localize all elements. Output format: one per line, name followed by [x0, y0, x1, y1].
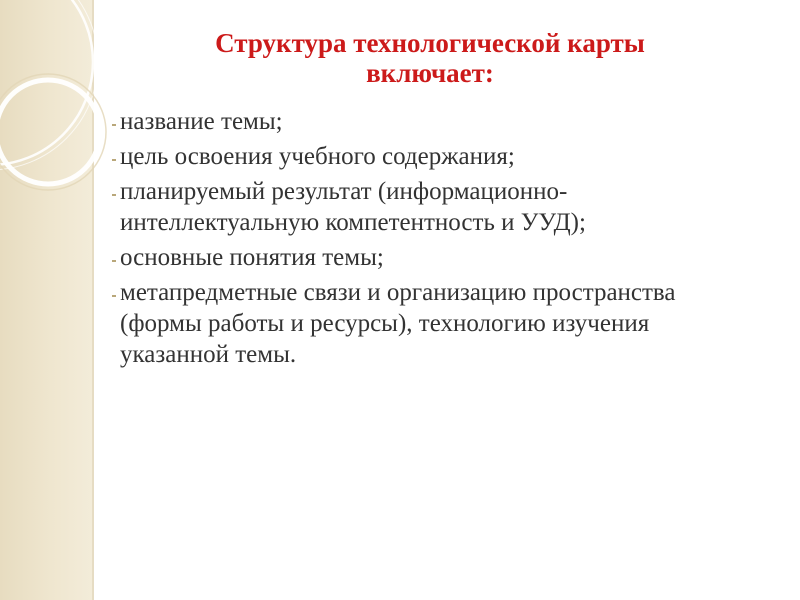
list-item-text: планируемый результат (информационно-интеллектуальную компетентность и УУД);	[120, 178, 586, 236]
list-item-text: метапредметные связи и организацию пространства (формы работы и ресурсы), технологию изучения указанной темы.	[120, 279, 676, 368]
list-item-text: цель освоения учебного содержания;	[120, 143, 515, 170]
bullet-dot-icon	[112, 159, 116, 161]
title-line-2: включает:	[366, 58, 494, 88]
bullet-dot-icon	[112, 194, 116, 196]
bullet-list	[112, 106, 762, 374]
list-item-text: основные понятия темы;	[120, 244, 384, 271]
list-item	[112, 242, 762, 273]
bullet-dot-icon	[112, 124, 116, 126]
list-item	[112, 141, 762, 172]
bullet-dot-icon	[112, 260, 116, 262]
bullet-dot-icon	[112, 295, 116, 297]
title-line-1: Структура технологической карты	[215, 28, 645, 58]
slide-title	[150, 28, 710, 88]
list-item-text: название темы;	[120, 108, 283, 135]
list-item	[112, 106, 380, 137]
list-item	[112, 277, 720, 370]
list-item	[112, 176, 760, 238]
